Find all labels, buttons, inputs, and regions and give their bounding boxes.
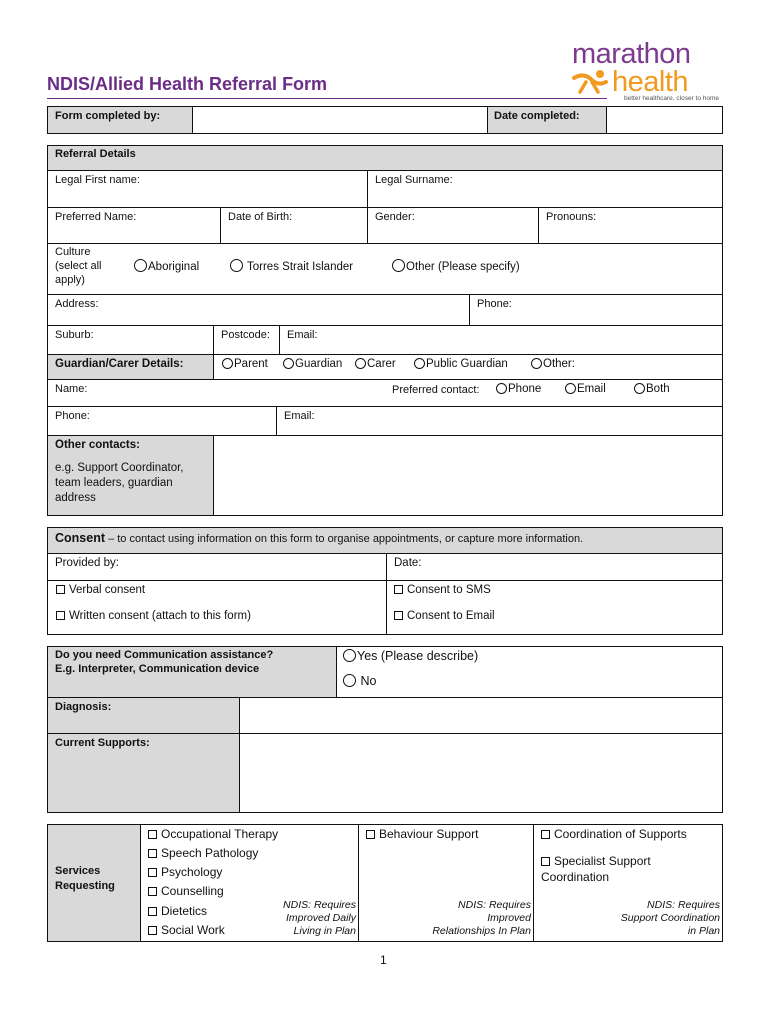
guardian-option-guardian[interactable]: Guardian (283, 358, 342, 370)
verbal-consent-checkbox[interactable]: Verbal consent (56, 584, 145, 596)
email-field[interactable] (279, 325, 723, 355)
service-specialist-support-coordination-line2: Coordination (541, 870, 610, 884)
guardian-email-field[interactable] (276, 406, 723, 436)
consent-heading: Consent (55, 531, 105, 545)
guardian-phone-label: Phone: (55, 410, 90, 422)
guardian-type-row (213, 354, 723, 380)
services-label-1: Services (55, 865, 101, 877)
guardian-option-parent[interactable]: Parent (222, 358, 268, 370)
radio-icon (230, 259, 243, 272)
service-occupational-therapy[interactable]: Occupational Therapy (148, 827, 278, 841)
consent-date-field[interactable] (386, 553, 723, 581)
checkbox-icon (394, 585, 403, 594)
radio-icon (283, 358, 294, 369)
consent-email-checkbox[interactable]: Consent to Email (394, 610, 495, 622)
checkbox-icon (366, 830, 375, 839)
radio-icon (343, 649, 356, 662)
guardian-option-other[interactable]: Other: (531, 358, 575, 370)
logo-tagline: better healthcare, closer to home (624, 95, 720, 102)
checkbox-icon (148, 830, 157, 839)
checkbox-icon (56, 611, 65, 620)
diagnosis-field[interactable] (239, 697, 723, 734)
date-completed-field[interactable] (606, 106, 723, 134)
suburb-field[interactable] (47, 325, 214, 355)
current-supports-label: Current Supports: (55, 737, 150, 749)
service-social-work[interactable]: Social Work (148, 923, 225, 937)
dob-label: Date of Birth: (228, 211, 293, 223)
radio-icon (634, 383, 645, 394)
written-consent-checkbox[interactable]: Written consent (attach to this form) (56, 610, 251, 622)
culture-row (47, 243, 723, 295)
email-label: Email: (287, 329, 318, 341)
communication-question-1: Do you need Communication assistance? (55, 649, 274, 661)
guardian-email-label: Email: (284, 410, 315, 422)
pronouns-field[interactable] (538, 207, 723, 244)
page-number: 1 (380, 953, 387, 967)
service-dietetics[interactable]: Dietetics (148, 904, 207, 918)
suburb-label: Suburb: (55, 329, 94, 341)
culture-option-other[interactable]: Other (Please specify) (392, 259, 520, 273)
consent-heading-line (55, 531, 583, 545)
surname-field[interactable] (367, 170, 723, 208)
checkbox-icon (541, 857, 550, 866)
phone-field[interactable] (469, 294, 723, 326)
services-label-2: Requesting (55, 880, 115, 892)
preferred-name-label: Preferred Name: (55, 211, 137, 223)
radio-icon (222, 358, 233, 369)
checkbox-icon (148, 907, 157, 916)
communication-no-option[interactable]: No (343, 674, 376, 688)
diagnosis-label-cell (47, 697, 240, 734)
postcode-field[interactable] (213, 325, 280, 355)
preferred-name-field[interactable] (47, 207, 221, 244)
service-speech-pathology[interactable]: Speech Pathology (148, 846, 258, 860)
consent-type-cell (47, 580, 387, 635)
form-title: NDIS/Allied Health Referral Form (47, 74, 328, 94)
referral-details-header (47, 145, 723, 171)
logo-word-marathon: marathon (572, 38, 691, 70)
gender-label: Gender: (375, 211, 415, 223)
consent-channel-cell (386, 580, 723, 635)
surname-label: Legal Surname: (375, 174, 453, 186)
culture-label-3: apply) (55, 274, 85, 286)
radio-icon (414, 358, 425, 369)
address-field[interactable] (47, 294, 470, 326)
referral-details-heading: Referral Details (55, 148, 136, 160)
provided-by-label: Provided by: (55, 557, 119, 569)
services-col-2 (358, 824, 534, 942)
logo-word-health: health (612, 66, 689, 98)
culture-option-aboriginal[interactable]: Aboriginal (134, 259, 199, 273)
date-completed-label: Date completed: (494, 110, 580, 122)
guardian-phone-field[interactable] (47, 406, 277, 436)
other-contacts-label-cell (47, 435, 214, 516)
communication-answer-cell (336, 646, 723, 698)
first-name-label: Legal First name: (55, 174, 140, 186)
checkbox-icon (148, 868, 157, 877)
diagnosis-label: Diagnosis: (55, 701, 112, 713)
guardian-name-label: Name: (55, 383, 88, 395)
checkbox-icon (56, 585, 65, 594)
postcode-label: Postcode: (221, 329, 270, 341)
address-label: Address: (55, 298, 99, 310)
radio-icon (134, 259, 147, 272)
radio-icon (355, 358, 366, 369)
checkbox-icon (148, 887, 157, 896)
service-coordination-of-supports[interactable]: Coordination of Supports (541, 827, 687, 841)
contact-option-both[interactable]: Both (634, 383, 670, 395)
provided-by-field[interactable] (47, 553, 387, 581)
current-supports-label-cell (47, 733, 240, 813)
radio-icon (343, 674, 356, 687)
marathon-health-logo (566, 40, 728, 106)
services-label-cell (47, 824, 141, 942)
guardian-heading: Guardian/Carer Details: (55, 358, 184, 370)
culture-label-1: Culture (55, 246, 91, 258)
preferred-contact-label: Preferred contact: (392, 384, 480, 396)
service-psychology[interactable]: Psychology (148, 865, 222, 879)
consent-sms-checkbox[interactable]: Consent to SMS (394, 584, 491, 596)
culture-label-2: (select all (55, 260, 102, 272)
communication-question-cell (47, 646, 337, 698)
other-contacts-heading: Other contacts: (55, 439, 140, 451)
communication-question-2: E.g. Interpreter, Communication device (55, 663, 260, 675)
service-behaviour-support[interactable]: Behaviour Support (366, 827, 478, 841)
other-contacts-hint-2: team leaders, guardian (55, 477, 173, 489)
guardian-name-row (47, 379, 723, 407)
checkbox-icon (394, 611, 403, 620)
phone-label: Phone: (477, 298, 512, 310)
completed-by-label-cell (47, 106, 193, 134)
date-completed-label-cell (487, 106, 607, 134)
services-col-3 (533, 824, 723, 942)
current-supports-field[interactable] (239, 733, 723, 813)
completed-by-label: Form completed by: (55, 110, 161, 122)
consent-subheading: – to contact using information on this form to organise appointments, or capture more information. (108, 533, 584, 545)
completed-by-field[interactable] (192, 106, 488, 134)
radio-icon (565, 383, 576, 394)
runner-icon (570, 68, 610, 94)
radio-icon (531, 358, 542, 369)
culture-option-torres-strait-islander[interactable]: Torres Strait Islander (230, 259, 353, 273)
gender-field[interactable] (367, 207, 539, 244)
dob-field[interactable] (220, 207, 368, 244)
service-specialist-support-coordination[interactable]: Specialist Support (541, 854, 651, 868)
contact-option-email[interactable]: Email (565, 383, 606, 395)
checkbox-icon (541, 830, 550, 839)
pronouns-label: Pronouns: (546, 211, 597, 223)
other-contacts-field[interactable] (213, 435, 723, 516)
contact-option-phone[interactable]: Phone (496, 383, 541, 395)
services-col-1 (140, 824, 359, 942)
consent-date-label: Date: (394, 557, 422, 569)
guardian-option-carer[interactable]: Carer (355, 358, 396, 370)
service-counselling[interactable]: Counselling (148, 884, 224, 898)
checkbox-icon (148, 926, 157, 935)
title-divider (47, 98, 607, 99)
ndis-note-support-coordination: NDIS: Requires Support Coordination in Plan (620, 899, 720, 937)
guardian-option-public-guardian[interactable]: Public Guardian (414, 358, 508, 370)
radio-icon (392, 259, 405, 272)
guardian-heading-cell (47, 354, 214, 380)
radio-icon (496, 383, 507, 394)
communication-yes-option[interactable]: Yes (Please describe) (343, 649, 478, 663)
checkbox-icon (148, 849, 157, 858)
ndis-note-relationships: NDIS: Requires Improved Relationships In Plan (432, 899, 531, 937)
other-contacts-hint-3: address (55, 492, 96, 504)
first-name-field[interactable] (47, 170, 368, 208)
consent-header (47, 527, 723, 554)
ndis-note-daily-living: NDIS: Requires Improved Daily Living in Plan (283, 899, 356, 937)
other-contacts-hint-1: e.g. Support Coordinator, (55, 462, 184, 474)
